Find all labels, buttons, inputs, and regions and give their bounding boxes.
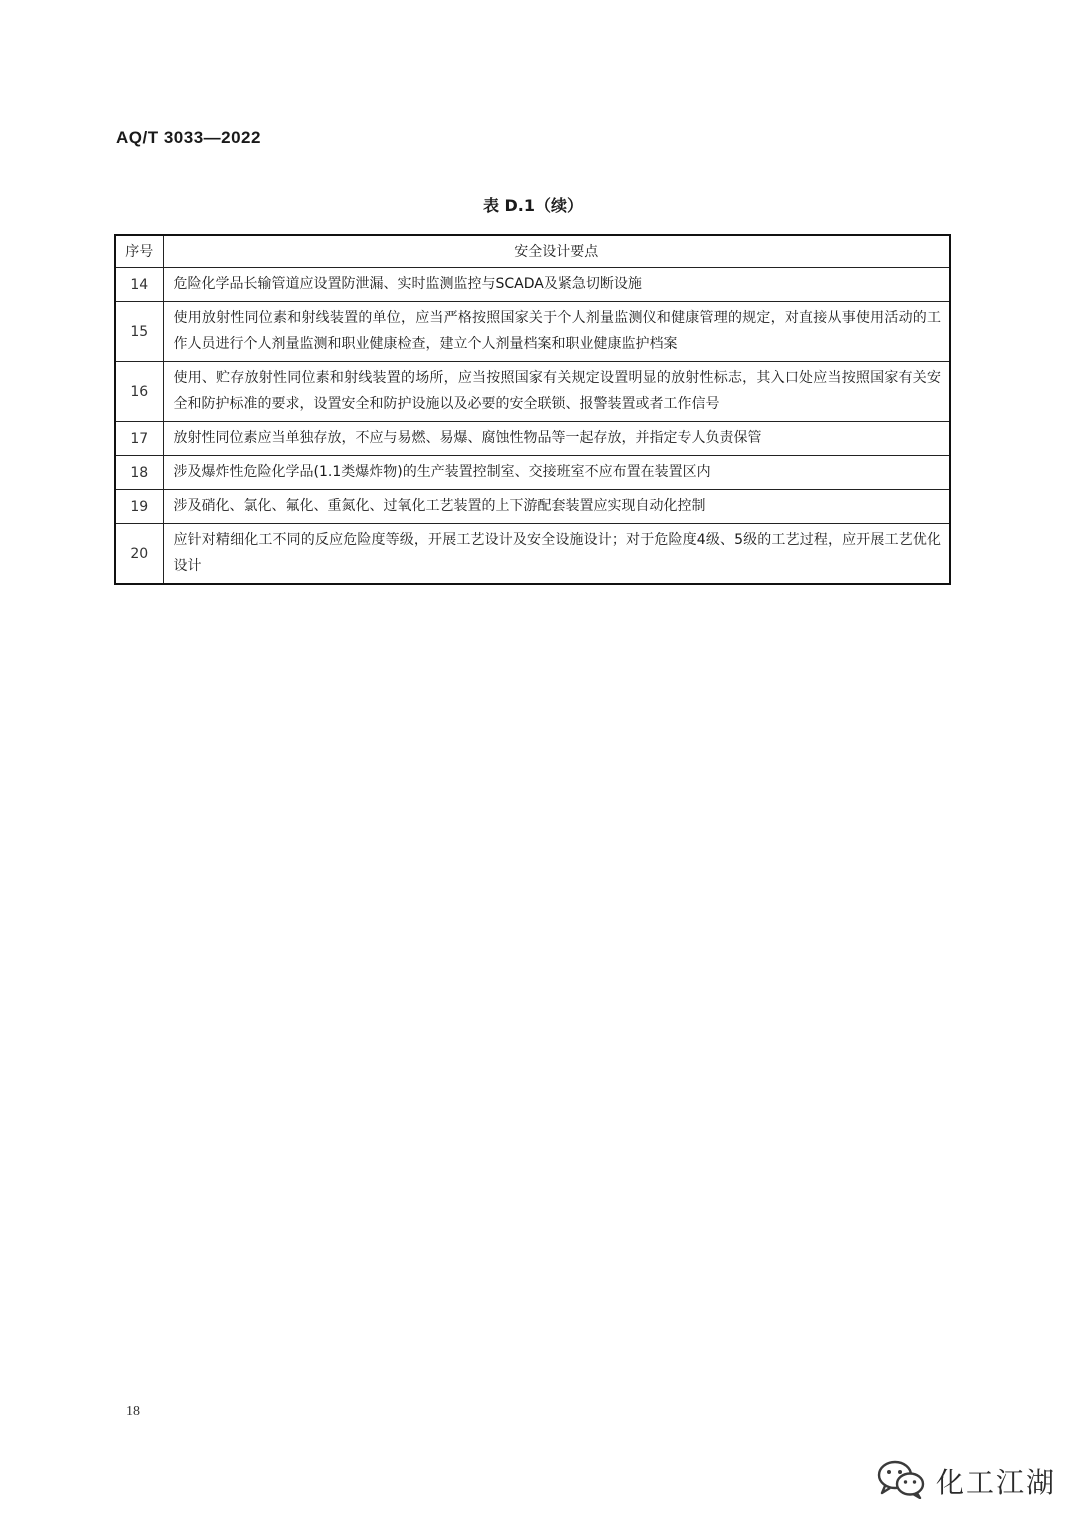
table-row [115, 302, 950, 362]
row-text: 危险化学品长输管道应设置防泄漏、实时监测监控与SCADA及紧急切断设施 [163, 268, 950, 302]
row-text: 使用放射性同位素和射线装置的单位，应当严格按照国家关于个人剂量监测仪和健康管理的规定，对直接从事使用活动的工作人员进行个人剂量监测和职业健康检查，建立个人剂量档案和职业健康监护档案 [163, 302, 950, 362]
row-number: 18 [115, 456, 163, 490]
row-text: 放射性同位素应当单独存放，不应与易燃、易爆、腐蚀性物品等一起存放，并指定专人负责保管 [163, 422, 950, 456]
row-text: 涉及爆炸性危险化学品(1.1类爆炸物)的生产装置控制室、交接班室不应布置在装置区内 [163, 456, 950, 490]
standard-code: AQ/T 3033—2022 [116, 128, 261, 147]
requirements-table [114, 234, 951, 585]
watermark-text: 化工江湖 [936, 1466, 1057, 1499]
row-number: 15 [115, 302, 163, 362]
watermark [876, 1459, 1056, 1503]
table-row [115, 456, 950, 490]
row-number: 17 [115, 422, 163, 456]
table-row [115, 268, 950, 302]
row-text: 应针对精细化工不同的反应危险度等级，开展工艺设计及安全设施设计；对于危险度4级、5级的工艺过程，应开展工艺优化设计 [163, 524, 950, 585]
table-title: 表 D.1（续） [482, 196, 584, 215]
row-number: 20 [115, 524, 163, 585]
row-number: 16 [115, 362, 163, 422]
column-header-number: 序号 [115, 235, 163, 268]
table-row [115, 362, 950, 422]
column-header-requirement: 安全设计要点 [163, 235, 950, 268]
table-header-row [115, 235, 950, 268]
row-text: 使用、贮存放射性同位素和射线装置的场所，应当按照国家有关规定设置明显的放射性标志，其入口处应当按照国家有关安全和防护标准的要求，设置安全和防护设施以及必要的安全联锁、报警装置或者工作信号 [163, 362, 950, 422]
page-number: 18 [126, 1404, 140, 1419]
wechat-icon [876, 1459, 926, 1503]
row-number: 19 [115, 490, 163, 524]
row-number: 14 [115, 268, 163, 302]
row-text: 涉及硝化、氯化、氟化、重氮化、过氧化工艺装置的上下游配套装置应实现自动化控制 [163, 490, 950, 524]
table-row [115, 524, 950, 585]
table-row [115, 422, 950, 456]
table-row [115, 490, 950, 524]
